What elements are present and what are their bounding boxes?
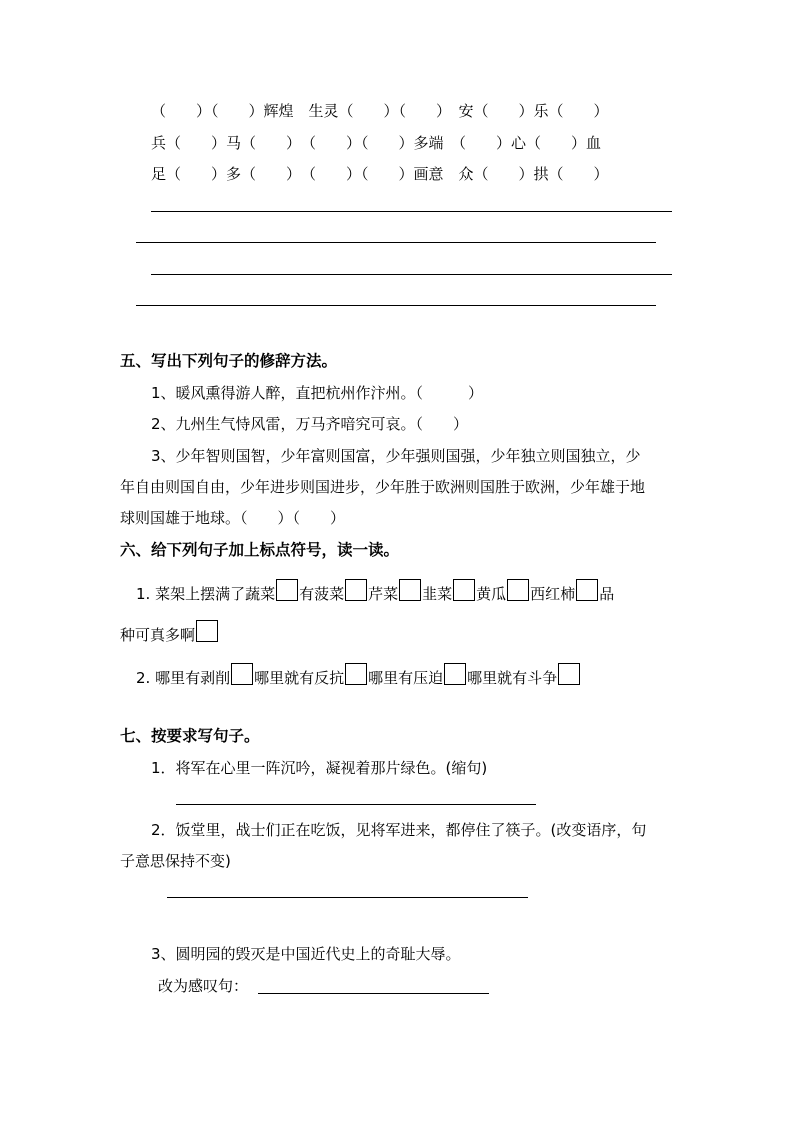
answer-line[interactable]	[136, 242, 656, 243]
punctuation-box[interactable]	[507, 579, 529, 601]
section-5-question-3-line-1: 3、少年智则国智，少年富则国富，少年强则国强，少年独立则国独立，少	[151, 447, 641, 465]
section-6-sentence-2	[136, 663, 581, 689]
section-7-question-1: 1．将军在心里一阵沉吟，凝视着那片绿色。(缩句)	[151, 759, 488, 777]
sentence-part: 种可真多啊	[120, 626, 196, 644]
sentence-part: 西红柿	[530, 585, 576, 603]
punctuation-box[interactable]	[231, 663, 253, 685]
answer-line[interactable]	[151, 274, 672, 275]
idiom-row-2: 兵（ ）马（ ） （ ）（ ）多端 （ ）心（ ）血	[151, 134, 602, 152]
sentence-part: 哪里有剥削	[155, 669, 231, 687]
sentence-part: 有菠菜	[299, 585, 345, 603]
section-7-question-2-line-1: 2．饭堂里，战士们正在吃饭，见将军进来，都停住了筷子。(改变语序，句	[151, 821, 647, 839]
sentence-part: 韭菜	[422, 585, 453, 603]
section-5-question-1: 1、暖风熏得游人醉，直把杭州作汴州。（ ）	[151, 384, 484, 402]
section-6-title: 六、给下列句子加上标点符号，读一读。	[120, 541, 400, 559]
sentence-part: 哪里有压迫	[368, 669, 444, 687]
punctuation-box[interactable]	[399, 579, 421, 601]
punctuation-box[interactable]	[558, 663, 580, 685]
punctuation-box[interactable]	[576, 579, 598, 601]
answer-line[interactable]	[176, 804, 536, 805]
sentence-number: 1.	[136, 585, 156, 603]
section-5-question-3-line-3: 球则国雄于地球。（ ）（ ）	[120, 509, 346, 527]
section-5-title: 五、写出下列句子的修辞方法。	[120, 352, 338, 370]
section-7-question-2-line-2: 子意思保持不变)	[120, 852, 231, 870]
sentence-number: 2.	[136, 669, 156, 687]
punctuation-box[interactable]	[345, 579, 367, 601]
punctuation-box[interactable]	[196, 620, 218, 642]
answer-line[interactable]	[136, 305, 656, 306]
section-7-question-3: 3、圆明园的毁灭是中国近代史上的奇耻大辱。	[151, 945, 461, 963]
section-6-sentence-1-cont	[120, 620, 219, 646]
sentence-part: 哪里就有斗争	[467, 669, 558, 687]
answer-line[interactable]	[151, 211, 672, 212]
sentence-part: 芹菜	[368, 585, 399, 603]
section-6-sentence-1	[136, 579, 614, 605]
section-5-question-3-line-2: 年自由则国自由，少年进步则国进步，少年胜于欧洲则国胜于欧洲，少年雄于地	[120, 478, 646, 496]
section-5-question-2: 2、九州生气恃风雷，万马齐喑究可哀。（ ）	[151, 415, 469, 433]
answer-line[interactable]	[258, 993, 489, 994]
punctuation-box[interactable]	[276, 579, 298, 601]
idiom-row-3: 足（ ）多（ ） （ ）（ ）画意 众（ ）拱（ ）	[151, 165, 609, 183]
punctuation-box[interactable]	[345, 663, 367, 685]
punctuation-box[interactable]	[453, 579, 475, 601]
idiom-row-1: （ ）（ ）辉煌 生灵（ ）（ ） 安（ ）乐（ ）	[151, 102, 609, 120]
sentence-part: 品	[599, 585, 615, 603]
answer-line[interactable]	[167, 897, 528, 898]
sentence-part: 哪里就有反抗	[254, 669, 345, 687]
section-7-question-3-prompt: 改为感叹句：	[158, 977, 249, 995]
section-7-title: 七、按要求写句子。	[120, 727, 260, 745]
punctuation-box[interactable]	[444, 663, 466, 685]
sentence-part: 黄瓜	[476, 585, 507, 603]
sentence-part: 菜架上摆满了蔬菜	[155, 585, 276, 603]
